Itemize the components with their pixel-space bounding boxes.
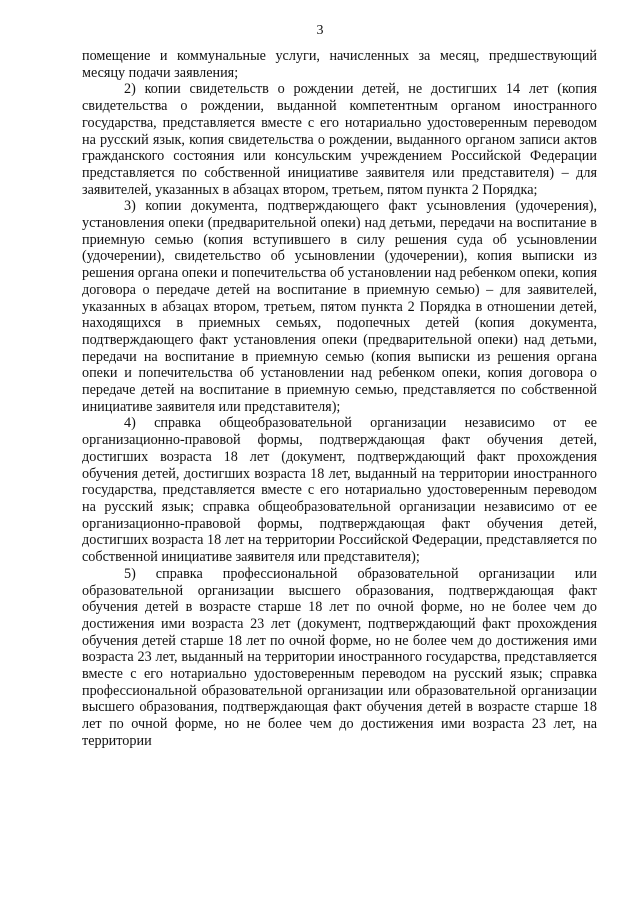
paragraph-item-2: 2) копии свидетельств о рождении детей, не достигших 14 лет (копия свидетельства о рождении, выданной компетентным органом иностранного государства, представляется вместе с его нотариально удостоверенным переводом на русский язык, копия свидетельства о рождении, выданного органом записи актов гражданского состояния или консульским учреждением Российской Федерации представляется по собственной инициативе заявителя или представителя) – для заявителей, указанных в абзацах втором, третьем, пятом пункта 2 Порядка; xyxy=(82,81,597,198)
page-number: 3 xyxy=(316,23,324,38)
paragraph-continuation: помещение и коммунальные услуги, начисленных за месяц, предшествующий месяцу подачи заявления; xyxy=(82,48,597,81)
paragraph-item-5: 5) справка профессиональной образовательной организации или образовательной организации высшего образования, подтверждающая факт обучения детей в возрасте старше 18 лет по очной форме, но не более чем до достижения ими возраста 23 лет (документ, подтверждающий факт прохождения обучения детей старше 18 лет по очной форме, но не более чем до достижения ими возраста 23 лет, выданный на территории иностранного государства, представляется вместе с его нотариально удостоверенным переводом на русский язык; справка профессиональной образовательной организации или образовательной организации высшего образования, подтверждающая факт обучения детей в возрасте старше 18 лет по очной форме, но не более чем до достижения ими возраста 23 лет, на территории xyxy=(82,565,597,749)
paragraph-item-4: 4) справка общеобразовательной организации независимо от ее организационно-правовой формы, подтверждающая факт обучения детей, достигших возраста 18 лет (документ, подтверждающий факт прохождения обучения детей, достигших возраста 18 лет, выданный на территории иностранного государства, представляется вместе с его нотариально удостоверенным переводом на русский язык; справка общеобразовательной организации независимо от ее организационно-правовой формы, подтверждающая факт обучения детей, достигших возраста 18 лет на территории Российской Федерации, представляется по собственной инициативе заявителя или представителя); xyxy=(82,415,597,566)
paragraph-item-3: 3) копии документа, подтверждающего факт усыновления (удочерения), установления опеки (предварительной опеки) над детьми, передачи на воспитание в приемную семью (копия вступившего в силу решения суда об усыновлении (удочерении), свидетельство об усыновлении (удочерении), копия выписки из решения органа опеки и попечительства об установлении над ребенком опеки, копия договора о передаче детей на воспитание в приемную семью) – для заявителей, указанных в абзацах втором, третьем, пятом пункта 2 Порядка в отношении детей, находящихся в приемных семьях, подопечных детей (копия документа, подтверждающего факт установления опеки (предварительной опеки) над детьми, передачи на воспитание в приемную семью (копия выписки из решения органа опеки и попечительства об установлении над ребенком опеки, копия договора о передаче детей на воспитание в приемную семью, представляется по собственной инициативе заявителя или представителя); xyxy=(82,198,597,415)
document-body xyxy=(82,48,597,750)
